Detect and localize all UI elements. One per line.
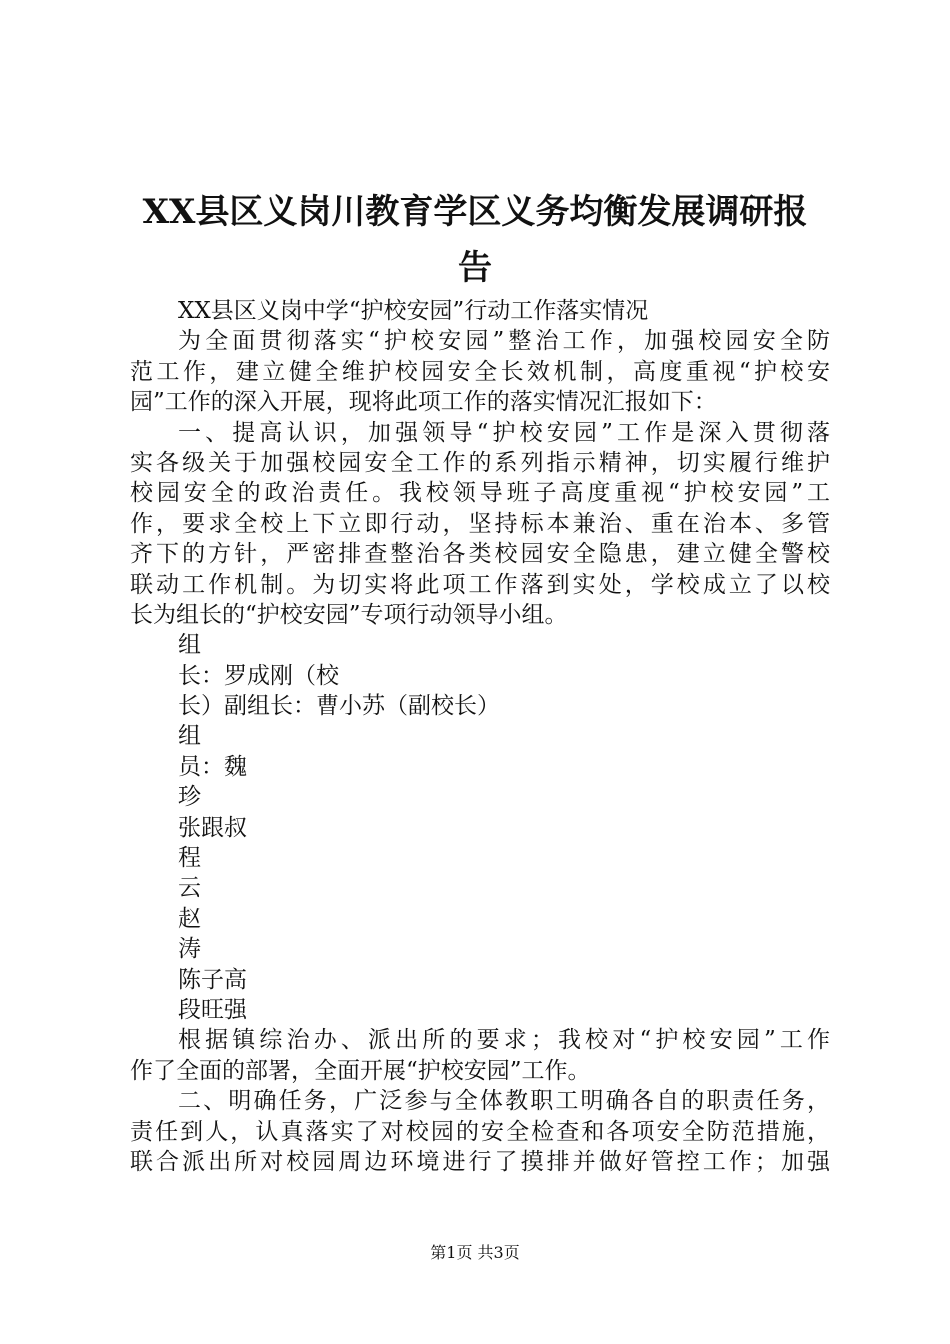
body-line: 长为组长的“护校安园”专项行动领导小组。 bbox=[130, 601, 568, 628]
body-line: 根据镇综治办、派出所的要求；我校对“护校安园”工作 bbox=[178, 1027, 830, 1054]
body-line: 组 bbox=[178, 632, 201, 659]
body-line: 作，要求全校上下立即行动，坚持标本兼治、重在治本、多管 bbox=[130, 510, 830, 537]
body-line: 组 bbox=[178, 723, 201, 750]
body-line: 联动工作机制。为切实将此项工作落到实处，学校成立了以校 bbox=[130, 571, 830, 598]
body-line: 范工作，建立健全维护校园安全长效机制，高度重视“护校安 bbox=[130, 358, 830, 385]
body-line: 珍 bbox=[178, 784, 201, 811]
document-title-line-1: XX县区义岗川教育学区义务均衡发展调研报 bbox=[142, 192, 808, 232]
body-line: 赵 bbox=[178, 905, 201, 932]
body-line: 涛 bbox=[178, 936, 201, 963]
document-title-line-2: 告 bbox=[458, 248, 492, 288]
body-line: 齐下的方针，严密排查整治各类校园安全隐患，建立健全警校 bbox=[130, 541, 830, 568]
body-line: 程 bbox=[178, 845, 201, 872]
body-line: 实各级关于加强校园安全工作的系列指示精神，切实履行维护 bbox=[130, 449, 830, 476]
body-line: 长）副组长：曹小苏（副校长） bbox=[178, 693, 500, 720]
body-line: 责任到人，认真落实了对校园的安全检查和各项安全防范措施， bbox=[130, 1118, 830, 1145]
body-line: XX县区义岗中学“护校安园”行动工作落实情况 bbox=[178, 298, 649, 324]
body-line: 作了全面的部署，全面开展“护校安园”工作。 bbox=[130, 1057, 591, 1084]
body-line: 云 bbox=[178, 875, 201, 902]
body-line: 员：魏 bbox=[178, 753, 247, 780]
document-body bbox=[130, 296, 830, 1177]
body-line: 长：罗成刚（校 bbox=[178, 662, 339, 689]
body-line: 园”工作的深入开展，现将此项工作的落实情况汇报如下： bbox=[130, 389, 717, 416]
body-line: 陈子高 bbox=[178, 966, 247, 993]
page-footer: 第1页 共3页 bbox=[430, 1243, 520, 1262]
body-line: 二、明确任务，广泛参与全体教职工明确各自的职责任务， bbox=[178, 1088, 830, 1115]
body-line: 校园安全的政治责任。我校领导班子高度重视“护校安园”工 bbox=[130, 480, 830, 507]
body-line: 段旺强 bbox=[178, 996, 247, 1023]
body-line: 联合派出所对校园周边环境进行了摸排并做好管控工作；加强 bbox=[130, 1148, 830, 1175]
body-line: 一、提高认识，加强领导“护校安园”工作是深入贯彻落 bbox=[178, 419, 830, 446]
body-line: 张跟叔 bbox=[178, 814, 247, 841]
body-line: 为全面贯彻落实“护校安园”整治工作，加强校园安全防 bbox=[178, 328, 830, 355]
